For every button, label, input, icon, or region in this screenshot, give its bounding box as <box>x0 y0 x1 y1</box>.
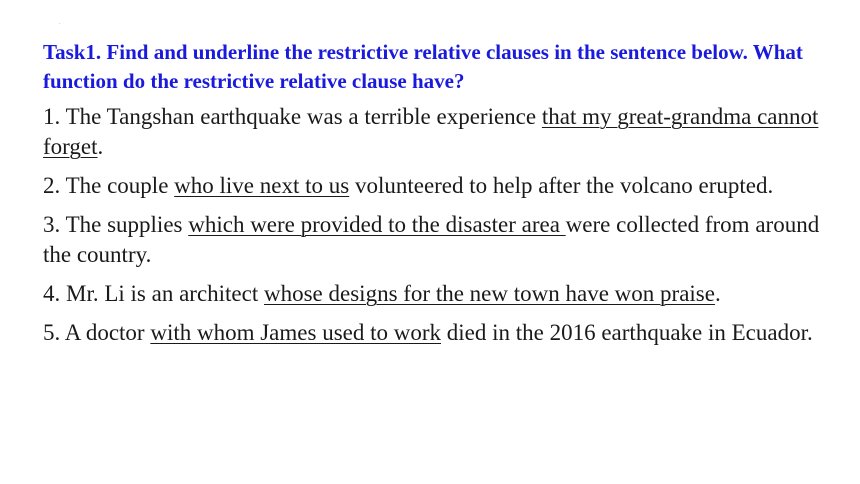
sentence-4-clause: whose designs for the new town have won praise <box>264 281 715 306</box>
sentence-5 <box>43 318 833 348</box>
sentence-1-after: . <box>97 134 104 159</box>
sentence-3 <box>43 210 833 270</box>
slide-content <box>43 38 833 357</box>
sentence-3-before: 3. The supplies <box>43 212 189 237</box>
sentence-1-before: 1. The Tangshan earthquake was a terrible experience <box>43 104 542 129</box>
sentence-2 <box>43 171 833 201</box>
sentence-3-after: were collected from around the country. <box>43 212 820 267</box>
sentence-4-after: . <box>714 281 721 306</box>
sentence-1-clause: that my great-grandma cannot forget <box>43 104 819 159</box>
decorative-dot: . <box>59 20 61 26</box>
sentence-5-before: 5. A doctor <box>43 320 151 345</box>
sentence-2-after: volunteered to help after the volcano erupted. <box>349 173 774 198</box>
sentence-4-before: 4. Mr. Li is an architect <box>43 281 264 306</box>
sentence-2-clause: who live next to us <box>174 173 350 198</box>
sentence-2-before: 2. The couple <box>43 173 175 198</box>
sentence-5-clause: with whom James used to work <box>150 320 442 345</box>
sentence-3-clause: which were provided to the disaster area <box>188 212 566 237</box>
sentence-1 <box>43 102 833 162</box>
task-instruction: Task1. Find and underline the restrictive relative clauses in the sentence below. What function do the restrictive relative clause have? <box>43 40 803 93</box>
sentence-4 <box>43 279 833 309</box>
sentence-5-after: died in the 2016 earthquake in Ecuador. <box>441 320 813 345</box>
